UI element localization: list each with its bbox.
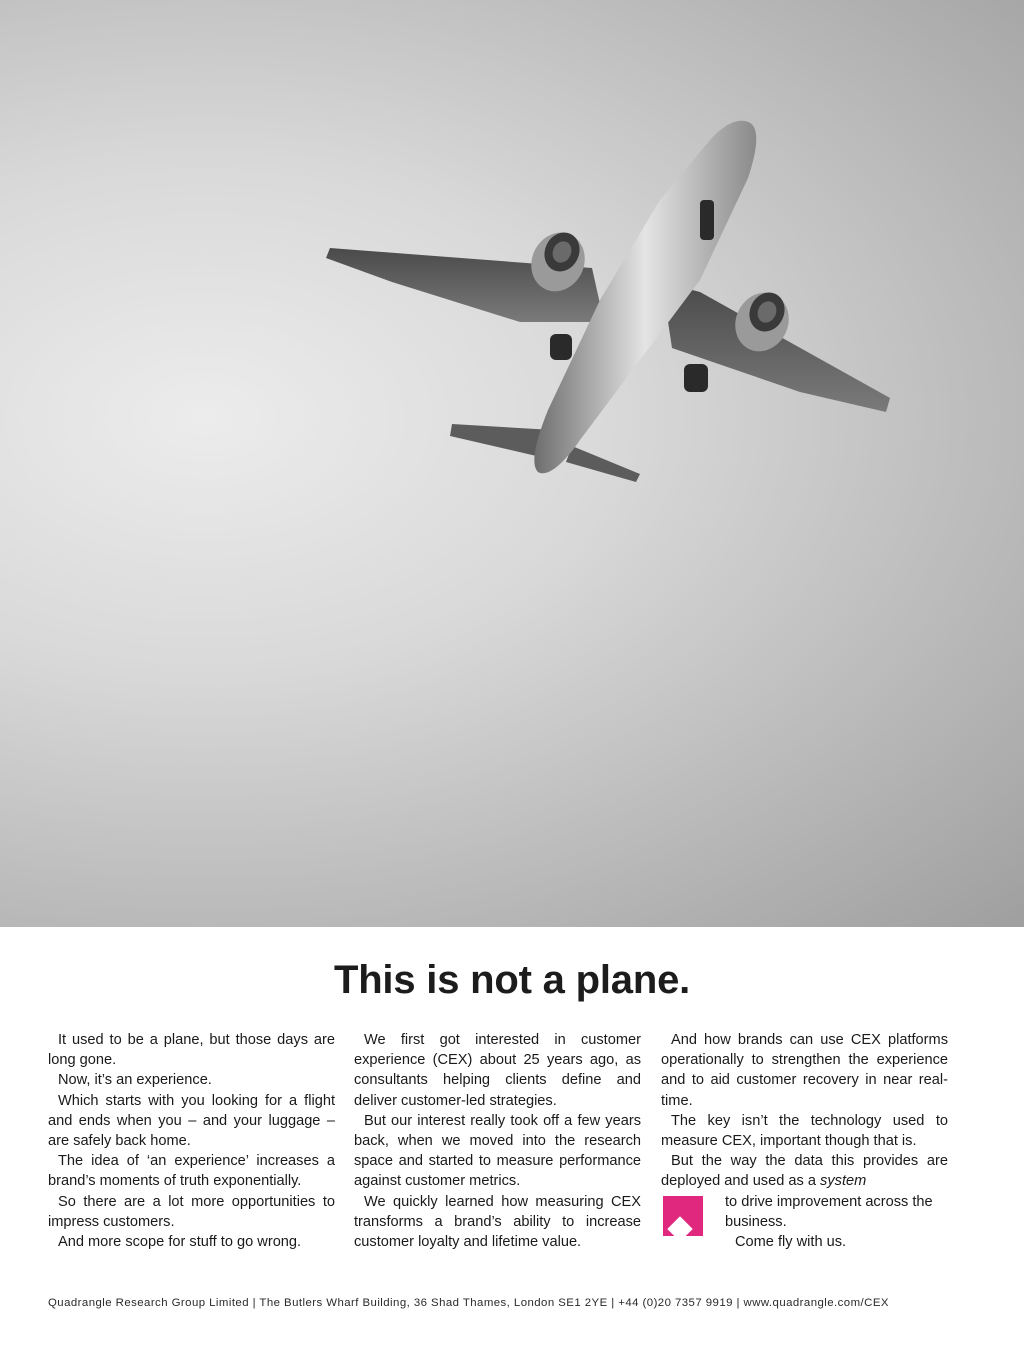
paragraph <box>661 1151 948 1191</box>
paragraph: We first got interested in customer experience (CEX) about 25 years ago, as consultants helping clients define and deliver customer-led strategies. <box>354 1032 641 1109</box>
paragraph: But our interest really took off a few years back, when we moved into the research space and started to measure performance against customer metrics. <box>354 1112 641 1190</box>
paragraph: It used to be a plane, but those days are long gone. <box>48 1032 335 1069</box>
paragraph: So there are a lot more opportunities to impress customers. <box>48 1193 335 1230</box>
logo-wrap <box>661 1192 948 1253</box>
right-tailplane <box>566 446 640 482</box>
emphasis-system: system <box>820 1173 867 1190</box>
paragraph: The key isn’t the technology used to measure CEX, important though that is. <box>661 1112 948 1150</box>
paragraph-text: But the way the data this provides are deployed and used as a <box>661 1153 948 1190</box>
paragraph: And more scope for stuff to go wrong. <box>58 1234 302 1251</box>
paragraph: The idea of ‘an experience’ increases a brand’s moments of truth exponentially. <box>48 1153 335 1190</box>
footer-contact: Quadrangle Research Group Limited | The Butlers Wharf Building, 36 Shad Thames, London SE1 2YE | +44 (0)20 7357 9919 | www.quadrangle.com/CEX <box>48 1297 889 1309</box>
body-column-1 <box>48 1030 335 1252</box>
quadrangle-logo-icon <box>663 1196 703 1236</box>
paragraph: Which starts with you looking for a flight and ends when you – and your luggage – are safely back home. <box>48 1092 335 1150</box>
paragraph: And how brands can use CEX platforms operationally to strengthen the experience and to aid customer recovery in near real-time. <box>661 1032 948 1109</box>
body-column-2 <box>354 1030 641 1252</box>
paragraph: We quickly learned how measuring CEX transforms a brand’s ability to increase customer loyalty and lifetime value. <box>354 1193 641 1251</box>
paragraph: Come fly with us. <box>735 1234 847 1251</box>
body-column-3 <box>661 1030 948 1252</box>
paragraph: Now, it’s an experience. <box>58 1072 212 1089</box>
headline: This is not a plane. <box>333 958 691 1002</box>
paragraph-continued: to drive improvement across the business. <box>725 1193 933 1230</box>
